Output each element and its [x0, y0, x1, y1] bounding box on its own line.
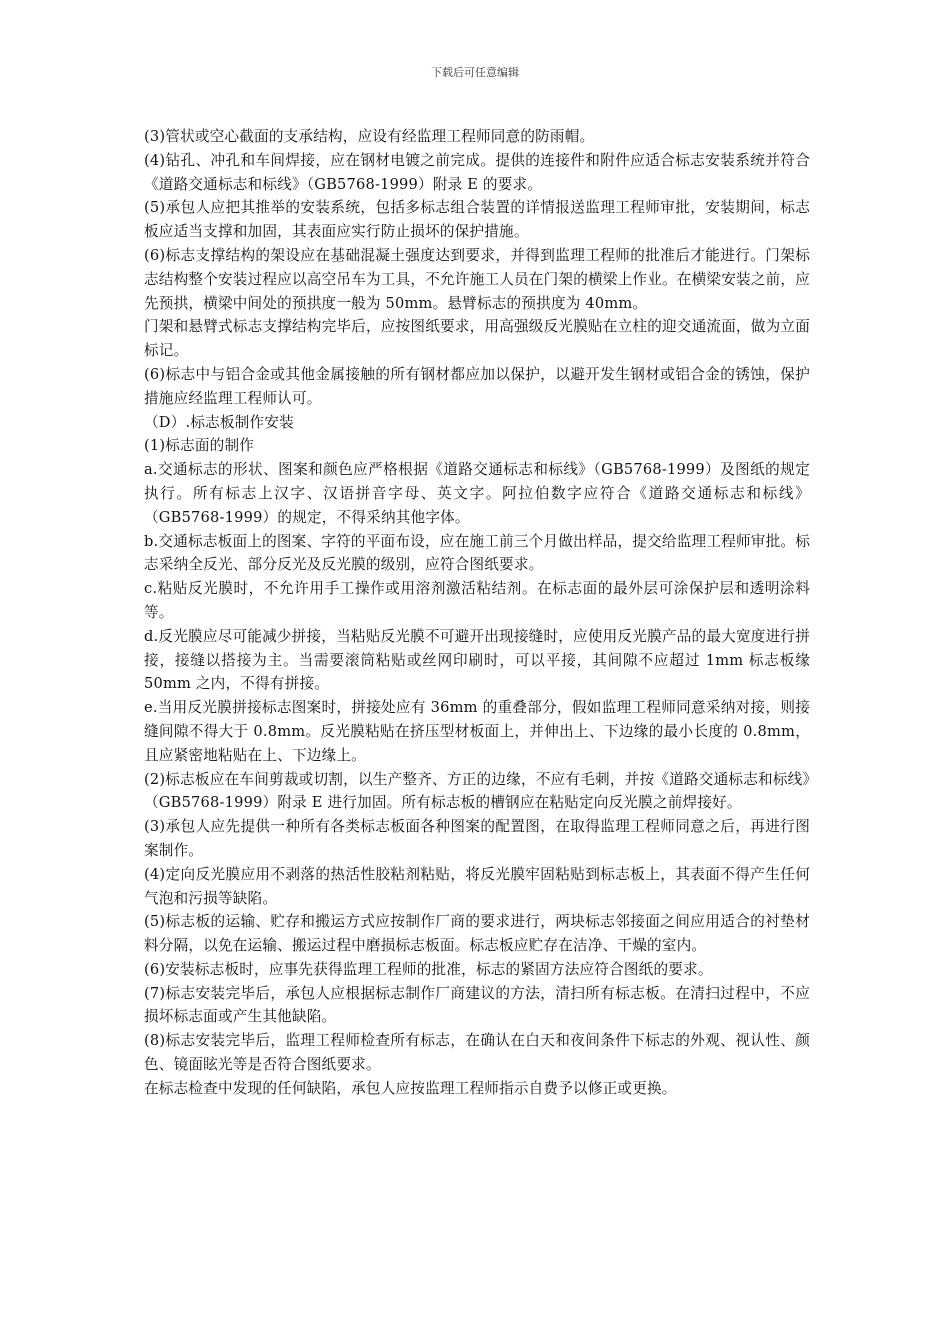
- paragraph: (4)钻孔、冲孔和车间焊接，应在钢材电镀之前完成。提供的连接件和附件应适合标志安装系统并符合《道路交通标志和标线》（GB5768-1999）附录 E 的要求。: [144, 151, 810, 193]
- paragraph: (3)承包人应先提供一种所有各类标志板面各种图案的配置图，在取得监理工程师同意之后，再进行图案制作。: [144, 818, 810, 859]
- paragraph: (7)标志安装完毕后，承包人应根据标志制作厂商建议的方法，清扫所有标志板。在清扫过程中，不应损坏标志面或产生其他缺陷。: [144, 984, 810, 1026]
- paragraph: (6)安装标志板时，应事先获得监理工程师的批准，标志的紧固方法应符合图纸的要求。: [144, 960, 713, 978]
- paragraph: (6)标志中与铝合金或其他金属接触的所有钢材都应加以保护，以避开发生钢材或铝合金的锈蚀，保护措施应经监理工程师认可。: [144, 365, 810, 407]
- paragraph: (6)标志支撑结构的架设应在基础混凝土强度达到要求，并得到监理工程师的批准后才能进行。门架标志结构整个安装过程应以高空吊车为工具，不允许施工人员在门架的横梁上作业。在横梁安装之前，应先预拱，横梁中间处的预拱度一般为 50mm。悬臂标志的预拱度为 40mm。: [144, 246, 810, 312]
- paragraph: a.交通标志的形状、图案和颜色应严格根据《道路交通标志和标线》（GB5768-1999）及图纸的规定执行。所有标志上汉字、汉语拼音字母、英文字。阿拉伯数字应符合《道路交通标志和标线》（GB5768-1999）的规定，不得采纳其他字体。: [144, 461, 810, 526]
- paragraph: (3)管状或空心截面的支承结构，应设有经监理工程师同意的防雨帽。: [144, 128, 595, 145]
- paragraph: (2)标志板应在车间剪裁或切割，以生产整齐、方正的边缘，不应有毛刺，并按《道路交通标志和标线》（GB5768-1999）附录 E 进行加固。所有标志板的槽钢应在粘贴定向反光膜之前焊接好。: [144, 770, 810, 812]
- paragraph: (8)标志安装完毕后，监理工程师检查所有标志，在确认在白天和夜间条件下标志的外观、视认性、颜色、镜面眩光等是否符合图纸要求。: [144, 1032, 810, 1074]
- paragraph: 门架和悬臂式标志支撑结构完毕后，应按图纸要求，用高强级反光膜贴在立柱的迎交通流面，做为立面标记。: [144, 318, 810, 360]
- page-header: 下载后可任意编辑: [431, 66, 519, 79]
- paragraph: 在标志检查中发现的任何缺陷，承包人应按监理工程师指示自费予以修正或更换。: [144, 1079, 677, 1097]
- document-body: [144, 125, 810, 1101]
- paragraph: b.交通标志板面上的图案、字符的平面布设，应在施工前三个月做出样品，提交给监理工程师审批。标志采纳全反光、部分反光及反光膜的级别，应符合图纸要求。: [144, 532, 810, 574]
- paragraph: (5)承包人应把其推举的安装系统，包括多标志组合装置的详情报送监理工程师审批，安装期间，标志板应适当支撑和加固，其表面应实行防止损坏的保护措施。: [144, 199, 810, 241]
- paragraph: (5)标志板的运输、贮存和搬运方式应按制作厂商的要求进行，两块标志邻接面之间应用适合的衬垫材料分隔，以免在运输、搬运过程中磨损标志板面。标志板应贮存在洁净、干燥的室内。: [144, 913, 810, 955]
- paragraph: c.粘贴反光膜时，不允许用手工操作或用溶剂激活粘结剂。在标志面的最外层可涂保护层和透明涂料等。: [144, 580, 810, 621]
- paragraph: e.当用反光膜拼接标志图案时，拼接处应有 36mm 的重叠部分，假如监理工程师同意采纳对接，则接缝间隙不得大于 0.8mm。反光膜粘贴在挤压型材板面上，并伸出上、下边缘的最小长度的 0.8mm，且应紧密地粘贴在上、下边缘上。: [144, 699, 810, 764]
- subsection-heading: (1)标志面的制作: [144, 437, 255, 455]
- paragraph: d.反光膜应尽可能减少拼接，当粘贴反光膜不可避开出现接缝时，应使用反光膜产品的最大宽度进行拼接，接缝以搭接为主。当需要滚筒粘贴或丝网印刷时，可以平接，其间隙不应超过 1mm 标志板缘 50mm 之内，不得有拼接。: [144, 627, 810, 693]
- paragraph: (4)定向反光膜应用不剥落的热活性胶粘剂粘贴，将反光膜牢固粘贴到标志板上，其表面不得产生任何气泡和污损等缺陷。: [144, 865, 810, 907]
- section-heading: （D）.标志板制作安装: [144, 413, 294, 431]
